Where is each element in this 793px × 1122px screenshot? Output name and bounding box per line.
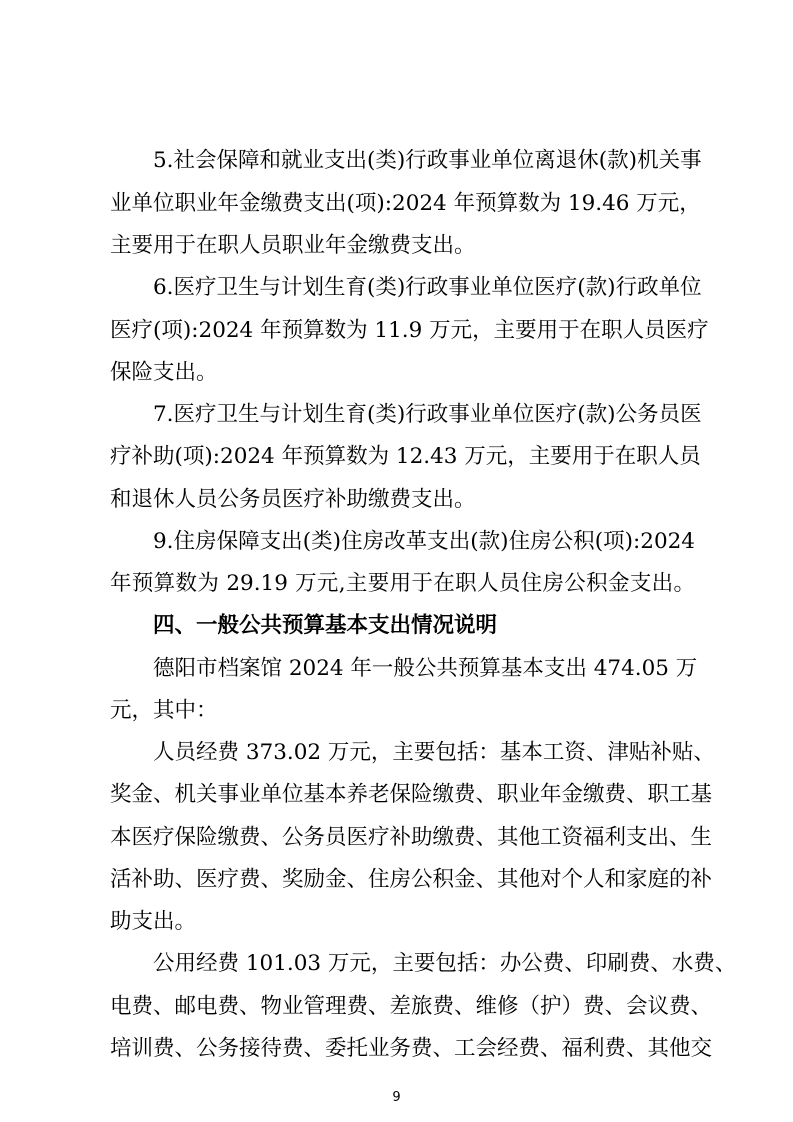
section-heading: 四、一般公共预算基本支出情况说明 (153, 613, 498, 638)
paragraph-line: 活补助、医疗费、奖励金、住房公积金、其他对个人和家庭的补 (110, 867, 713, 892)
paragraph-line: 公用经费 101.03 万元，主要包括：办公费、印刷费、水费、 (153, 951, 737, 976)
paragraph-line: 疗补助(项):2024 年预算数为 12.43 万元，主要用于在职人员 (110, 444, 701, 469)
paragraph-line: 和退休人员公务员医疗补助缴费支出。 (110, 487, 476, 512)
paragraph-line: 6.医疗卫生与计划生育(类)行政事业单位医疗(款)行政单位 (153, 275, 702, 300)
paragraph-line: 本医疗保险缴费、公务员医疗补助缴费、其他工资福利支出、生 (110, 825, 713, 850)
paragraph-line: 主要用于在职人员职业年金缴费支出。 (110, 233, 476, 258)
page-number: 9 (392, 1090, 401, 1105)
paragraph-line: 助支出。 (110, 909, 197, 934)
paragraph-line: 医疗(项):2024 年预算数为 11.9 万元，主要用于在职人员医疗 (110, 318, 709, 343)
paragraph-line: 培训费、公务接待费、委托业务费、工会经费、福利费、其他交 (110, 1036, 713, 1061)
paragraph-line: 人员经费 373.02 万元，主要包括：基本工资、津贴补贴、 (153, 740, 715, 765)
paragraph-line: 年预算数为 29.19 万元,主要用于在职人员住房公积金支出。 (110, 571, 695, 596)
paragraph-line: 奖金、机关事业单位基本养老保险缴费、职业年金缴费、职工基 (110, 782, 713, 807)
paragraph-line: 9.住房保障支出(类)住房改革支出(款)住房公积(项):2024 (153, 529, 695, 554)
paragraph-line: 7.医疗卫生与计划生育(类)行政事业单位医疗(款)公务员医 (153, 402, 702, 427)
paragraph-line: 业单位职业年金缴费支出(项):2024 年预算数为 19.46 万元， (110, 191, 701, 216)
paragraph-line: 元，其中： (110, 698, 218, 723)
paragraph-line: 德阳市档案馆 2024 年一般公共预算基本支出 474.05 万 (153, 656, 698, 681)
paragraph-line: 电费、邮电费、物业管理费、差旅费、维修（护）费、会议费、 (110, 994, 713, 1019)
paragraph-line: 保险支出。 (110, 360, 218, 385)
paragraph-line: 5.社会保障和就业支出(类)行政事业单位离退休(款)机关事 (153, 148, 702, 173)
